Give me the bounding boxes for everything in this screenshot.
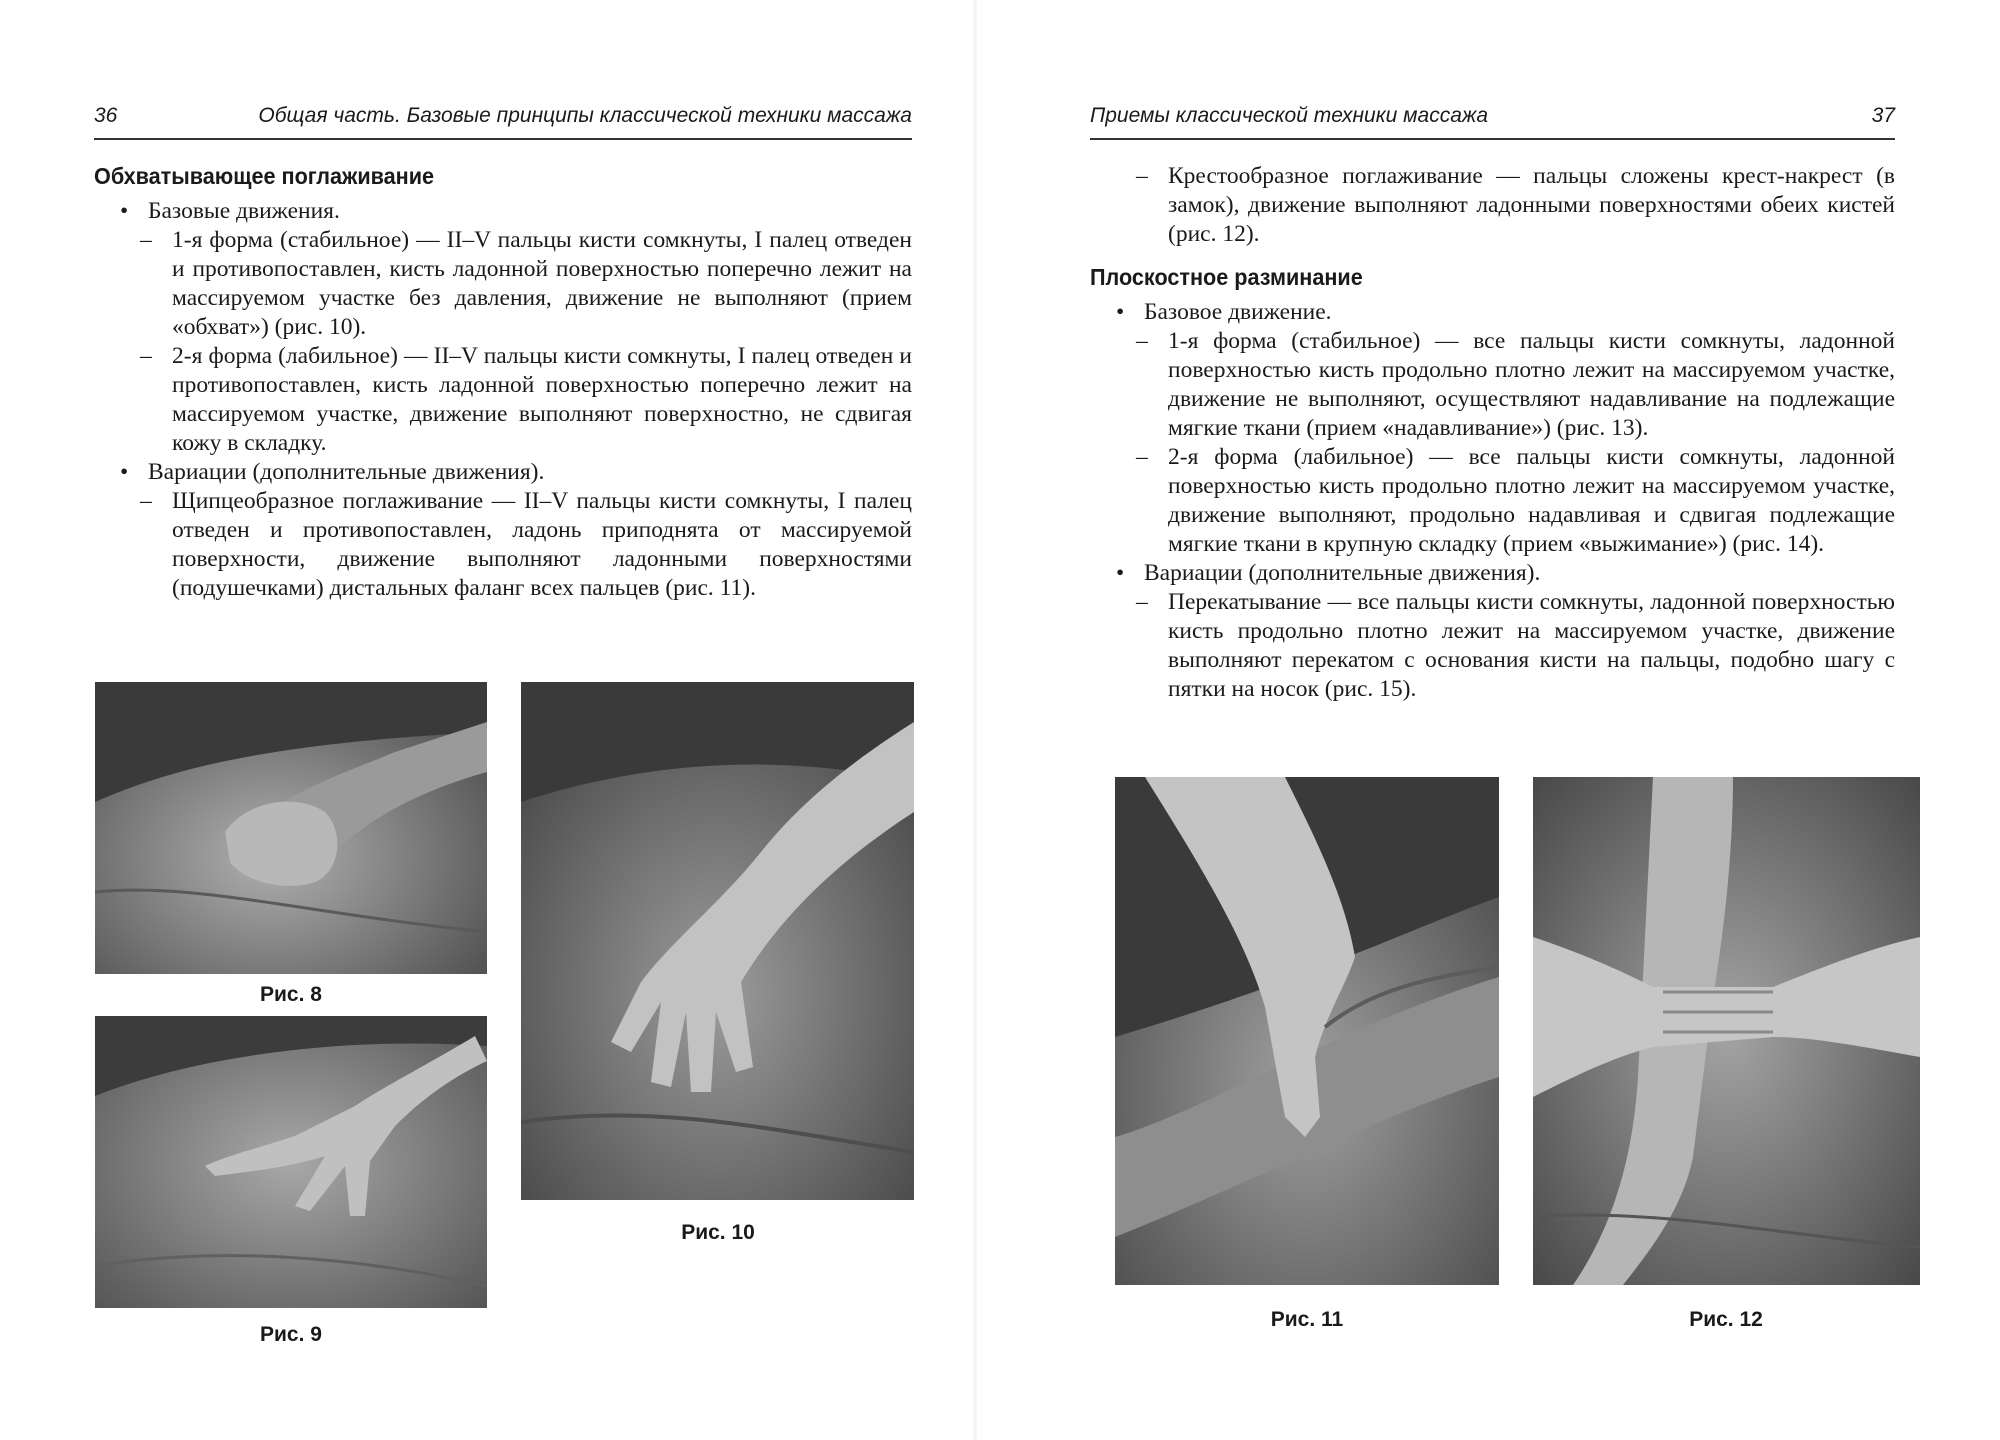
left-running-head [94, 98, 912, 140]
dash-item [1090, 588, 1895, 704]
dash-item [94, 226, 912, 342]
figure-11-photo [1115, 777, 1499, 1285]
dash-item [1090, 443, 1895, 559]
dash-mark: – [1136, 444, 1148, 470]
dash-text: 1-я форма (стабильное) — II–V пальцы кисти сомкнуты, I палец отведен и противопоставлен, кисть ладонной поверхностью поперечно лежит на массируемом участке без давления, движение не выполняют (прием «обхват») (рис. 10). [172, 227, 912, 340]
dash-text: 1-я форма (стабильное) — все пальцы кисти сомкнуты, ладонной поверхностью кисть продольно плотно лежит на массируемом участке, движение не выполняют, осуществляют надавливание на подлежащие мягкие ткани (прием «надавливание») (рис. 13). [1168, 328, 1895, 441]
figure-12-photo [1533, 777, 1920, 1285]
dash-text: Щипцеобразное поглаживание — II–V пальцы кисти сомкнуты, I палец отведен и противопоставлен, ладонь приподнята от массируемой поверхности, движение выполняют ладонными поверхностями (подушечками) дистальных фаланг всех пальцев (рис. 11). [172, 488, 912, 601]
bullet-text: Вариации (дополнительные движения). [1144, 560, 1541, 586]
right-running-head [1090, 98, 1895, 140]
bullet-text: Базовое движение. [1144, 299, 1332, 325]
page-number: 36 [94, 104, 118, 127]
hand-on-back-photo-icon [95, 1016, 487, 1308]
bullet-mark: • [1116, 299, 1125, 325]
bullet-text: Базовые движения. [148, 198, 340, 224]
bullet-mark: • [1116, 560, 1125, 586]
right-text-column [1090, 162, 1895, 704]
bullet-text: Вариации (дополнительные движения). [148, 459, 545, 485]
dash-item [1090, 162, 1895, 249]
left-page [0, 0, 975, 1440]
bullet-mark: • [120, 198, 129, 224]
figure-10-photo [521, 682, 914, 1200]
bullet-item [1090, 298, 1895, 327]
right-page [975, 0, 2000, 1440]
clasped-hands-on-leg-photo-icon [1533, 777, 1920, 1285]
bullet-mark: • [120, 459, 129, 485]
page-number: 37 [1871, 104, 1895, 127]
dash-mark: – [140, 343, 152, 369]
dash-mark: – [1136, 589, 1148, 615]
section-heading: Плоскостное разминание [1090, 264, 1363, 290]
running-title: Приемы классической техники массажа [1090, 104, 1489, 127]
figure-8-photo [95, 682, 487, 974]
dash-mark: – [140, 488, 152, 514]
dash-item [1090, 327, 1895, 443]
dash-mark: – [140, 227, 152, 253]
dash-mark: – [1136, 328, 1148, 354]
bullet-item [94, 197, 912, 226]
dash-text: Крестообразное поглаживание — пальцы сложены крест-накрест (в замок), движение выполняют ладонными поверхностями обеих кистей (рис. 12). [1168, 163, 1895, 247]
dash-item [94, 487, 912, 603]
hand-on-side-photo-icon [521, 682, 914, 1200]
left-text-column [94, 162, 912, 603]
dash-item [94, 342, 912, 458]
figure-9-photo [95, 1016, 487, 1308]
running-title: Общая часть. Базовые принципы классической техники массажа [258, 104, 912, 127]
fist-on-back-photo-icon [95, 682, 487, 974]
bullet-item [1090, 559, 1895, 588]
dash-text: Перекатывание — все пальцы кисти сомкнуты, ладонной поверхностью кисть продольно плотно лежит на массируемом участке, движение выполняют перекатом с основания кисти на пальцы, подобно шагу с пятки на носок (рис. 15). [1168, 589, 1895, 702]
figure-caption: Рис. 12 [1689, 1308, 1763, 1331]
hand-on-foot-photo-icon [1115, 777, 1499, 1285]
figure-caption: Рис. 10 [681, 1221, 755, 1244]
dash-mark: – [1136, 163, 1148, 189]
figure-caption: Рис. 11 [1270, 1308, 1344, 1331]
figure-caption: Рис. 9 [260, 1323, 322, 1346]
section-heading: Обхватывающее поглаживание [94, 163, 435, 189]
dash-text: 2-я форма (лабильное) — II–V пальцы кисти сомкнуты, I палец отведен и противопоставлен, кисть ладонной поверхностью поперечно лежит на массируемом участке, движение выполняют поверхностно, не сдвигая кожу в складку. [172, 343, 912, 456]
figure-caption: Рис. 8 [260, 983, 322, 1006]
dash-text: 2-я форма (лабильное) — все пальцы кисти сомкнуты, ладонной поверхностью кисть продольно плотно лежит на массируемом участке, движение выполняют, продольно надавливая и сдвигая подлежащие мягкие ткани в крупную складку (прием «выжимание») (рис. 14). [1168, 444, 1895, 557]
bullet-item [94, 458, 912, 487]
